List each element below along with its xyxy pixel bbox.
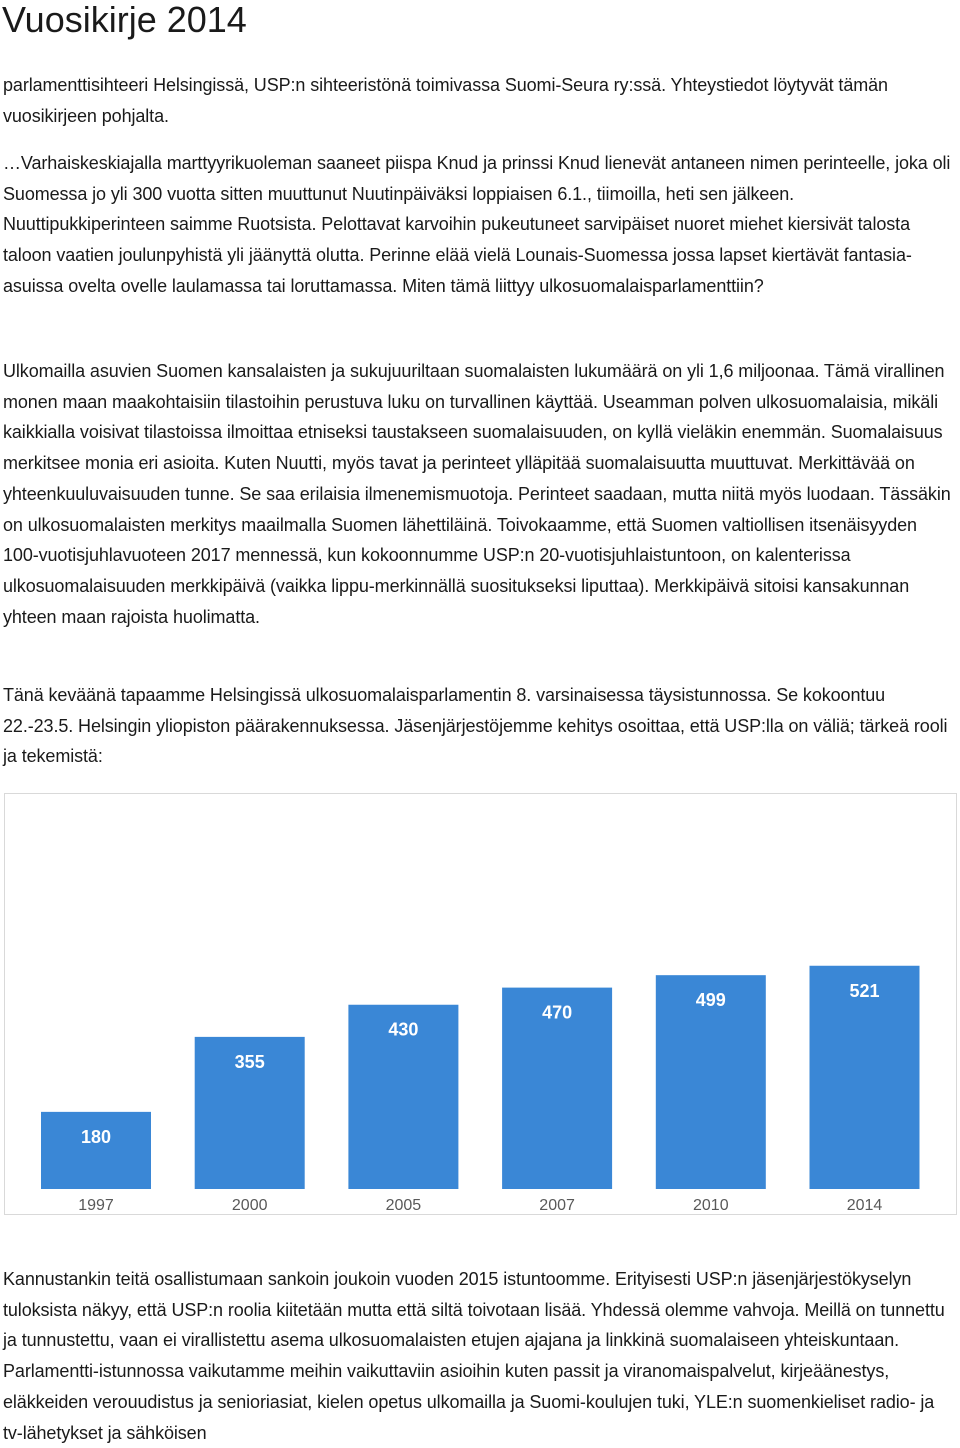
data-label-2007: 470 bbox=[542, 1002, 573, 1023]
x-tick-label-1997: 1997 bbox=[78, 1197, 114, 1214]
data-label-2010: 499 bbox=[695, 990, 726, 1011]
paragraph-text-part2: Nuuttipukkiperinteen saimme Ruotsista. Pelottavat karvoihin pukeutuneet sarvipäiset nuoret miehet kiersivät talosta taloon vaatien joulunpyhistä yli jäänyttä olutta. Perinne elää vielä Lounais-Suomessa jossa lapset kiertävät fantasia-asuissa ovelta ovelle laulamassa tai loruttamassa. Miten tämä liittyy ulkosuomalaisparlamenttiin? bbox=[3, 214, 912, 296]
data-label-2005: 430 bbox=[388, 1019, 419, 1040]
x-tick-label-2010: 2010 bbox=[693, 1197, 729, 1214]
x-tick-label-2007: 2007 bbox=[539, 1197, 575, 1214]
x-tick-label-2005: 2005 bbox=[385, 1197, 422, 1214]
paragraph-kevat bbox=[3, 680, 957, 772]
paragraph-nuutti bbox=[3, 148, 957, 302]
data-label-2014: 521 bbox=[849, 980, 880, 1001]
paragraph-text-part1: …Varhaiskeskiajalla marttyyrikuoleman saaneet piispa Knud ja prinssi Knud lienevät antaneen nimen perinteelle, joka oli Suomessa jo yli 300 vuotta sitten muuttunut Nuutinpäiväksi loppiaisen 6.1., tiimoilla, heti sen jälkeen. bbox=[3, 153, 951, 204]
page-title: Vuosikirje 2014 bbox=[2, 0, 247, 40]
paragraph-text: Tänä keväänä tapaamme Helsingissä ulkosuomalaisparlamentin 8. varsinaisessa täysistunnossa. Se kokoontuu 22.-23.5. Helsingin yliopiston päärakennuksessa. Jäsenjärjestöjemme kehitys osoittaa, että USP:lla on väliä; tärkeä rooli ja tekemistä: bbox=[3, 685, 948, 767]
data-label-1997: 180 bbox=[80, 1126, 112, 1147]
paragraph-ulkosuomalaiset bbox=[3, 356, 957, 632]
member-organizations-bar-chart bbox=[4, 793, 957, 1215]
paragraph-text: parlamenttisihteeri Helsingissä, USP:n sihteeristönä toimivassa Suomi-Seura ry:ssä. Yhteystiedot löytyvät tämän vuosikirjeen pohjalta. bbox=[3, 75, 888, 126]
x-tick-label-2014: 2014 bbox=[846, 1197, 883, 1214]
data-label-2000: 355 bbox=[234, 1051, 265, 1072]
bar-1997 bbox=[41, 1112, 151, 1189]
bar-chart-svg bbox=[5, 794, 956, 1214]
paragraph-intro bbox=[3, 70, 957, 131]
paragraph-kannustus bbox=[3, 1264, 957, 1448]
x-tick-label-2000: 2000 bbox=[231, 1197, 268, 1214]
paragraph-text: Ulkomailla asuvien Suomen kansalaisten ja sukujuuriltaan suomalaisten lukumäärä on yli 1,6 miljoonaa. Tämä virallinen monen maan maakohtaisiin tilastoihin perustuva luku on turvallinen käyttää. Useamman polven ulkosuomalaisia, mikäli kaikkialla voisivat tilastoissa ilmoittaa etniseksi taustakseen suomalaisuuden, on kyllä vieläkin enemmän. Suomalaisuus merkitsee monia eri asioita. Kuten Nuutti, myös tavat ja perinteet ylläpitää suomalaisuutta muuttuvat. Merkittävää on yhteenkuuluvaisuuden tunne. Se saa erilaisia ilmenemismuotoja. Perinteet saadaan, mutta niitä myös luodaan. Tässäkin on ulkosuomalaisten merkitys maailmalla Suomen lähettiläinä. Toivokaamme, että Suomen valtiollisen itsenäisyyden 100-vuotisjuhlavuoteen 2017 mennessä, kun kokoonnumme USP:n 20-vuotisjuhlaistuntoon, on kalenterissa ulkosuomalaisuuden merkkipäivä (vaikka lippu-merkinnällä suositukseksi liputtaa). Merkkipäivä sitoisi kansakunnan yhteen maan rajoista huolimatta. bbox=[3, 361, 951, 627]
paragraph-text: Kannustankin teitä osallistumaan sankoin joukoin vuoden 2015 istuntoomme. Erityisesti USP:n jäsenjärjestökyselyn tuloksista näkyy, että USP:n roolia kiitetään mutta että siltä toivotaan lisää. Yhdessä olemme vahvoja. Meillä on tunnettu ja tunnustettu, vaan ei virallistettu asema ulkosuomalaisten etujen ajajana ja linkkinä suomalaiseen yhteiskuntaan. Parlamentti-istunnossa vaikutamme meihin vaikuttaviin asioihin kuten passit ja viranomaispalvelut, kirjeäänestys, eläkkeiden verouudistus ja senioriasiat, kielen opetus ulkomailla ja Suomi-koulujen tuki, YLE:n suomenkieliset radio- ja tv-lähetykset ja sähköisen bbox=[3, 1269, 945, 1443]
